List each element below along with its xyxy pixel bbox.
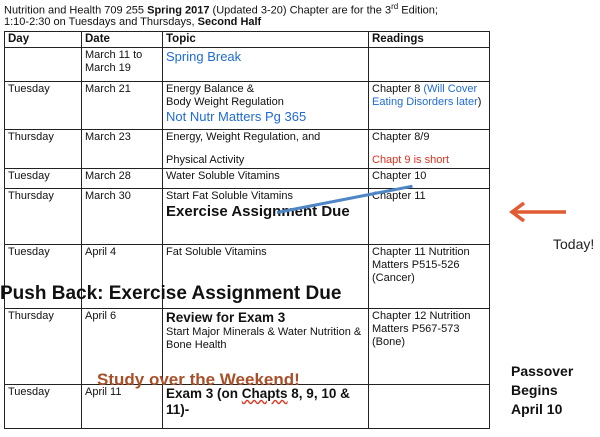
topic-line: Energy, Weight Regulation, and bbox=[166, 131, 321, 143]
topic-note: Not Nutr Matters Pg 365 bbox=[166, 109, 307, 124]
passover-line: April 10 bbox=[511, 401, 563, 417]
cell-readings: Chapter 11 Nutrition Matters P515-526 (Cancer) bbox=[369, 245, 490, 309]
table-header-row bbox=[5, 32, 490, 48]
class-times: 1:10-2:30 on Tuesdays and Thursdays, bbox=[4, 16, 198, 28]
cell-topic bbox=[163, 385, 369, 429]
readings-chapter: Chapter 8 bbox=[372, 83, 424, 95]
header-line-1 bbox=[4, 2, 438, 17]
exam-suffix: 8, 9, 10 & 11)- bbox=[166, 386, 350, 417]
col-topic: Topic bbox=[163, 32, 369, 48]
cell-day bbox=[5, 48, 82, 82]
spring-break: Spring Break bbox=[166, 49, 242, 64]
cell-date: April 4 bbox=[82, 245, 163, 309]
exam-line bbox=[166, 386, 350, 417]
topic-line: Energy Balance & bbox=[166, 83, 255, 95]
topic-line-bold: Review for Exam 3 bbox=[166, 310, 286, 325]
readings-note: Chapt 9 is short bbox=[372, 154, 450, 166]
cell-topic bbox=[163, 82, 369, 130]
cell-date: April 11 bbox=[82, 385, 163, 429]
col-day: Day bbox=[5, 32, 82, 48]
exercise-assignment-struck: Exercise Assignment Due bbox=[166, 203, 350, 220]
topic-line: Body Weight Regulation bbox=[166, 96, 284, 108]
header-line-2 bbox=[4, 16, 261, 28]
cell-day: Tuesday bbox=[5, 245, 82, 309]
cell-topic bbox=[163, 48, 369, 82]
cell-date: March 30 bbox=[82, 189, 163, 245]
passover-note bbox=[511, 362, 573, 419]
course-name: Nutrition and Health 709 255 bbox=[4, 4, 148, 17]
cell-readings: Chapter 10 bbox=[369, 169, 490, 189]
table-row bbox=[5, 385, 490, 429]
topic-line: Start Fat Soluble Vitamins bbox=[166, 190, 293, 202]
cell-day: Tuesday bbox=[5, 82, 82, 130]
topic-line: Physical Activity bbox=[166, 154, 245, 166]
cell-readings: Chapter 11 bbox=[369, 189, 490, 245]
cell-topic: Fat Soluble Vitamins bbox=[163, 245, 369, 309]
readings-paren: ) bbox=[477, 96, 482, 108]
cell-readings bbox=[369, 385, 490, 429]
cell-readings bbox=[369, 82, 490, 130]
cell-day: Thursday bbox=[5, 189, 82, 245]
pushback-annotation: Push Back: Exercise Assignment Due bbox=[0, 283, 342, 304]
edition-suffix: Edition; bbox=[398, 4, 438, 17]
topic-line: Start Major Minerals & Water Nutrition & Bone Health bbox=[166, 326, 362, 351]
update-note: (Updated 3-20) Chapter are for the 3 bbox=[209, 4, 392, 17]
exam-chapts: Chapts bbox=[241, 386, 288, 401]
readings-chapter: Chapter 8/9 bbox=[372, 131, 430, 143]
readings-note: (Will Cover Eating Disorders later bbox=[372, 83, 478, 108]
cell-date: March 28 bbox=[82, 169, 163, 189]
passover-line: Begins bbox=[511, 382, 558, 398]
table-row bbox=[5, 82, 490, 130]
cell-date: March 23 bbox=[82, 130, 163, 169]
passover-line: Passover bbox=[511, 363, 574, 379]
cell-date: April 6 bbox=[82, 309, 163, 385]
edition-sup: rd bbox=[391, 2, 399, 11]
cell-day: Thursday bbox=[5, 309, 82, 385]
cell-readings bbox=[369, 130, 490, 169]
cell-day: Tuesday bbox=[5, 169, 82, 189]
semester: Spring 2017 bbox=[147, 4, 210, 17]
col-readings: Readings bbox=[369, 32, 490, 48]
second-half: Second Half bbox=[197, 16, 262, 28]
cell-readings: Chapter 12 Nutrition Matters P567-573 (Bone) bbox=[369, 309, 490, 385]
cell-topic bbox=[163, 189, 369, 245]
study-annotation: Study over the Weekend! bbox=[97, 370, 300, 389]
cell-topic: Water Soluble Vitamins bbox=[163, 169, 369, 189]
cell-date: March 21 bbox=[82, 82, 163, 130]
table-row bbox=[5, 169, 490, 189]
exam-prefix: Exam 3 (on bbox=[166, 386, 242, 401]
cell-day: Tuesday bbox=[5, 385, 82, 429]
cell-topic bbox=[163, 130, 369, 169]
cell-date: March 11 to March 19 bbox=[82, 48, 163, 82]
table-row bbox=[5, 189, 490, 245]
left-arrow-icon bbox=[506, 200, 568, 224]
cell-readings bbox=[369, 48, 490, 82]
table-row bbox=[5, 130, 490, 169]
cell-day: Thursday bbox=[5, 130, 82, 169]
table-row bbox=[5, 48, 490, 82]
today-label: Today! bbox=[553, 236, 595, 252]
col-date: Date bbox=[82, 32, 163, 48]
